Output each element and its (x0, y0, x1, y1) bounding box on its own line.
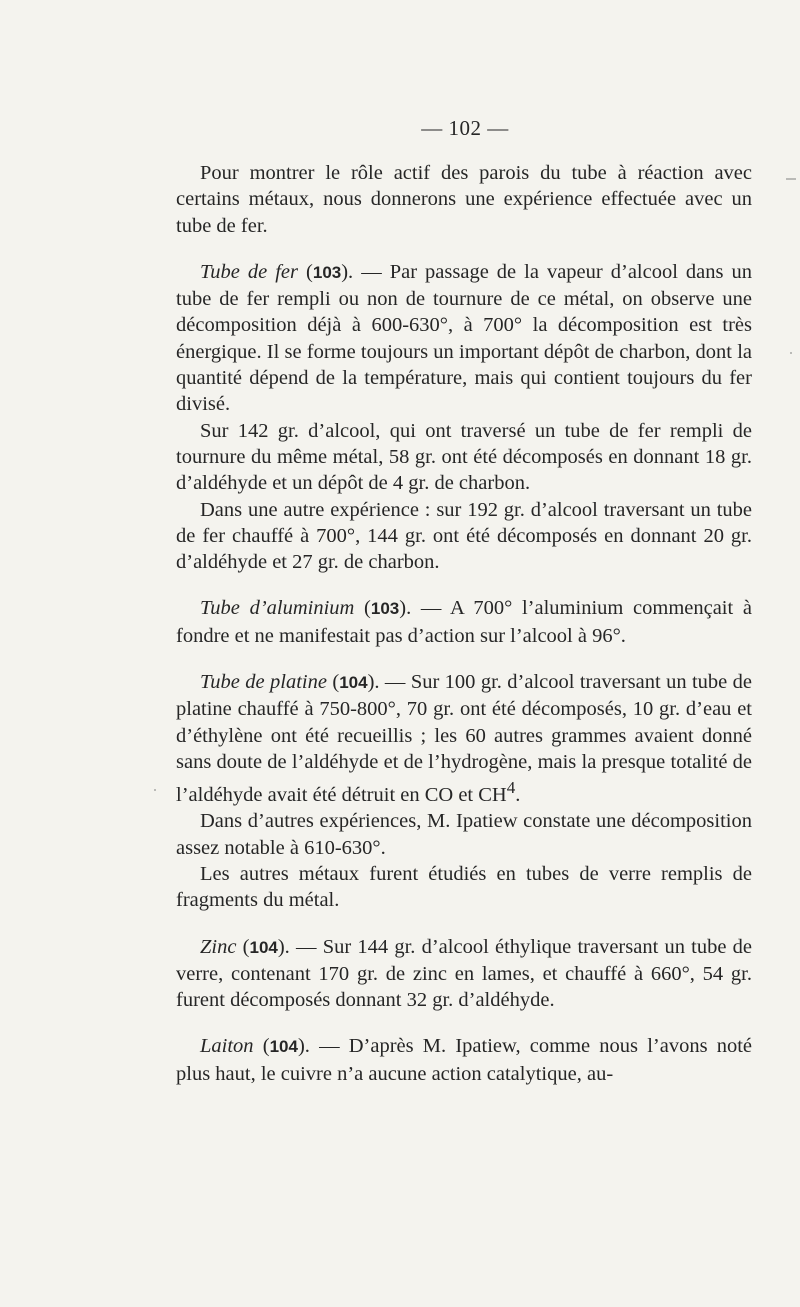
paragraph-text: A 700° l’aluminium commençait à fondre et ne manifestait pas d’action sur l’alcool à 96°. (176, 597, 752, 647)
paragraph-ipatiew (176, 808, 752, 861)
reference-number: 104 (339, 673, 368, 693)
page-number: — 102 — (421, 116, 509, 140)
scan-speck (790, 352, 792, 354)
punctuation: ( (326, 671, 340, 694)
section-title: Tube de fer (200, 260, 299, 283)
paragraph-experiment-192 (176, 497, 752, 576)
punctuation: ). — (341, 260, 390, 283)
paragraph-laiton (176, 1033, 752, 1087)
punctuation: ). — (367, 671, 411, 694)
punctuation: ). — (297, 1035, 349, 1058)
reference-number: 104 (269, 1037, 298, 1057)
punctuation: . (515, 784, 521, 807)
paragraph-text: Par passage de la vapeur d’alcool dans un tube de fer rempli ou non de tournure de ce métal, on observe une décomposition déjà à 600-630°, à 700° la décomposition est très énergique. Il se forme toujours un important dépôt de charbon, dont la quantité dépend de la température, mais qui contient toujours du fer divisé. (176, 260, 752, 416)
section-title: Tube d’aluminium (200, 597, 355, 620)
section-title: Laiton (200, 1035, 254, 1058)
punctuation: ( (236, 935, 250, 958)
paragraph-experiment-142 (176, 418, 752, 497)
punctuation: ( (354, 597, 371, 620)
paragraph-tube-de-fer (176, 259, 752, 418)
paragraph-text: Pour montrer le rôle actif des parois du tube à réaction avec certains métaux, nous donnerons une expérience effectuée avec un tube de fer. (176, 162, 752, 237)
paragraph-text: Les autres métaux furent étudiés en tubes de verre remplis de fragments du métal. (176, 862, 752, 912)
punctuation: ( (253, 1035, 270, 1058)
paragraph-other-metals (176, 861, 752, 914)
scan-mark (786, 178, 796, 180)
paragraph-zinc (176, 934, 752, 1014)
body-text (176, 160, 752, 1087)
reference-number: 104 (249, 937, 278, 957)
paragraph-text: D’après M. Ipatiew, comme nous l’avons noté plus haut, le cuivre n’a aucune action catalytique, au- (176, 1035, 753, 1085)
superscript: 4 (506, 778, 516, 798)
punctuation: ). — (399, 597, 450, 620)
paragraph-tube-aluminium (176, 595, 752, 649)
reference-number: 103 (312, 262, 342, 282)
punctuation: ( (298, 260, 313, 283)
section-title: Zinc (200, 935, 237, 958)
paragraph-text: Dans d’autres expériences, M. Ipatiew constate une décomposition assez notable à 610-630°. (176, 810, 752, 859)
paragraph-tube-platine (176, 669, 752, 808)
section-title: Tube de platine (200, 671, 327, 694)
reference-number: 103 (370, 599, 400, 619)
punctuation: ). — (277, 935, 323, 958)
paragraph-intro (176, 160, 752, 239)
paragraph-text: Sur 142 gr. d’alcool, qui ont traversé un tube de fer rempli de tournure du même métal, 58 gr. ont été décomposés en donnant 18 gr. d’aldéhyde et un dépôt de 4 gr. de charbon. (176, 419, 752, 495)
paragraph-text: Sur 100 gr. d’alcool traversant un tube de platine chauffé à 750-800°, 70 gr. ont été décomposés, 10 gr. d’eau et d’éthylène ont été recueillis ; les 60 autres grammes avaient donné sans doute de l’aldéhyde et de l’hydrogène, mais la presque totalité de l’aldéhyde avait été détruit en CO et CH (176, 671, 753, 807)
paragraph-text: Dans une autre expérience : sur 192 gr. d’alcool traversant un tube de fer chauffé à 700°, 144 gr. ont été décomposés en donnant 20 gr. d’aldéhyde et 27 gr. de charbon. (176, 498, 752, 574)
paragraph-text: Sur 144 gr. d’alcool éthylique traversant un tube de verre, contenant 170 gr. de zinc en lames, et chauffé à 660°, 54 gr. furent décomposés donnant 32 gr. d’aldéhyde. (176, 935, 753, 1012)
scan-speck (154, 789, 156, 791)
